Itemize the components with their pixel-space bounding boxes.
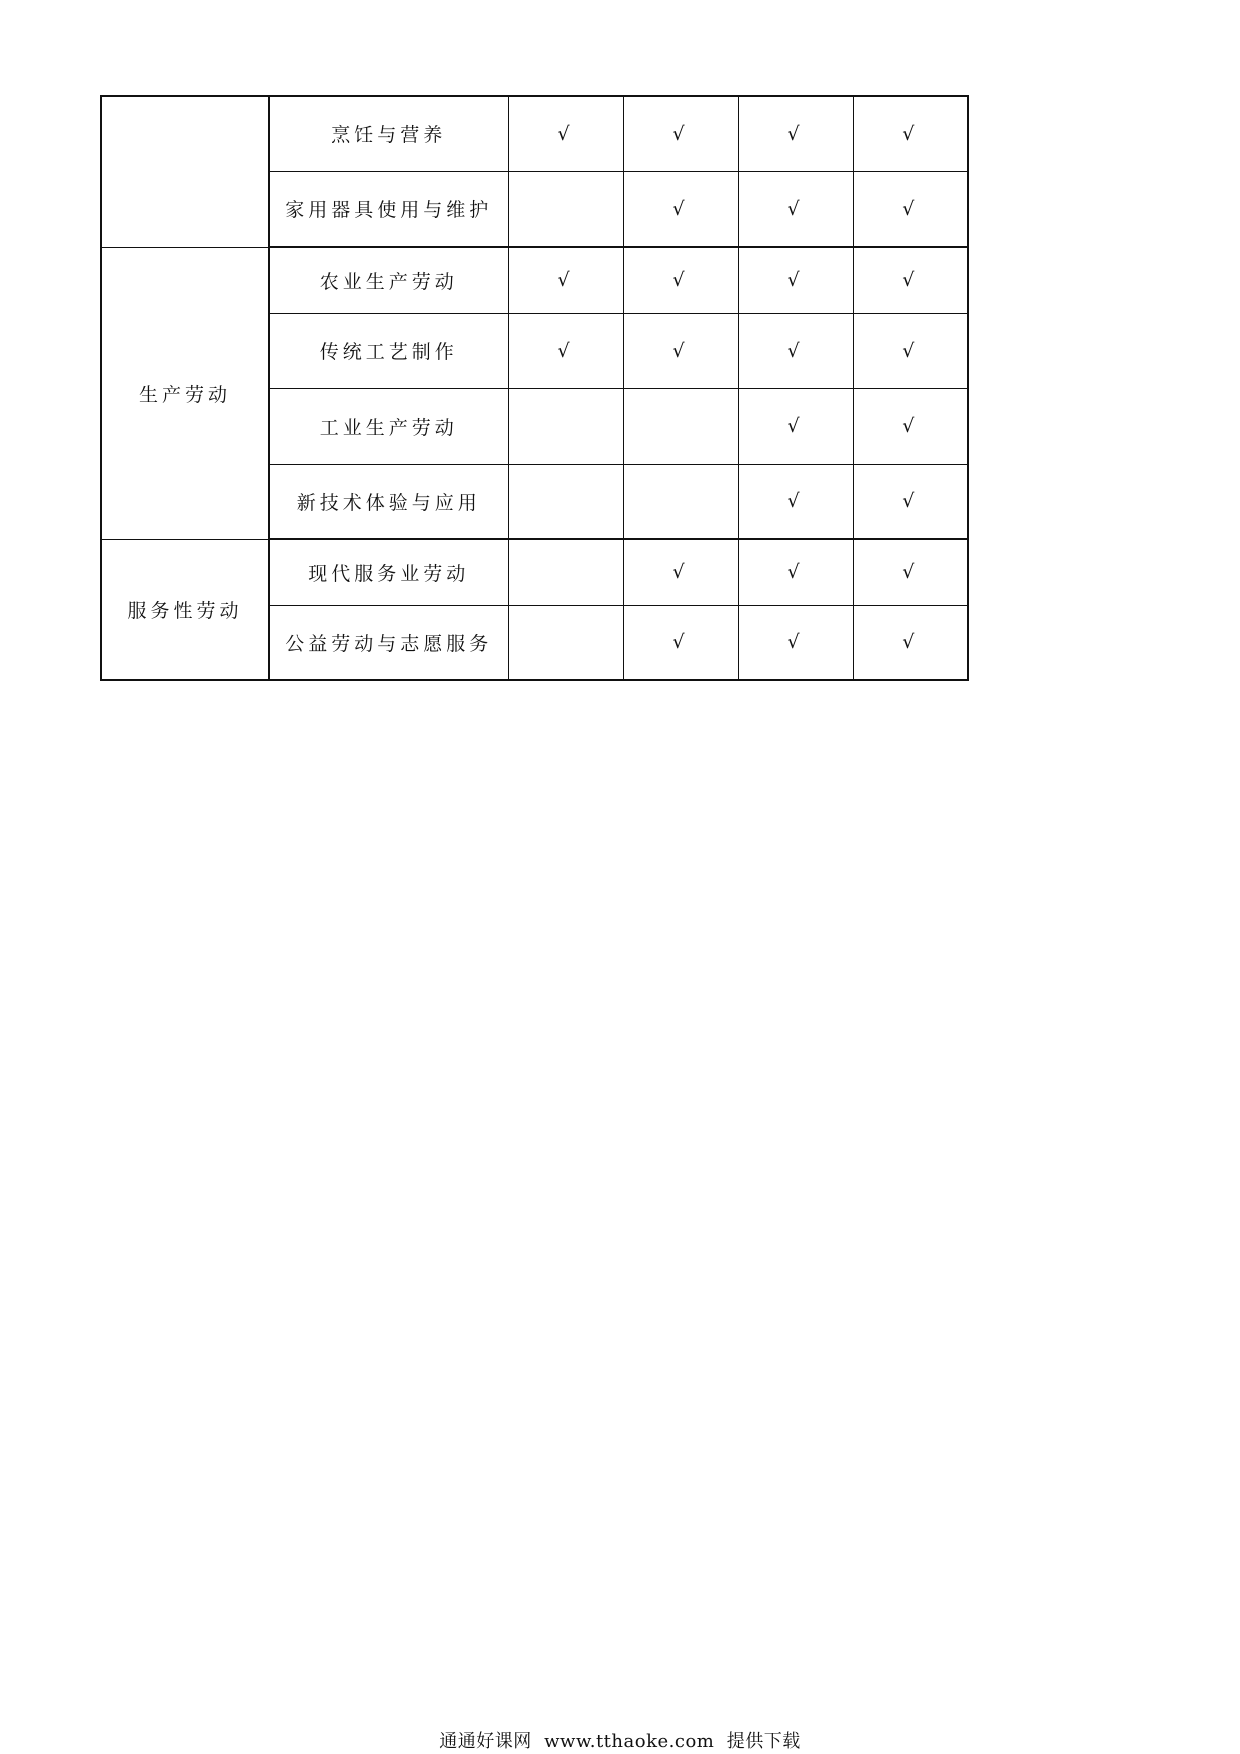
- check-cell: [623, 464, 738, 539]
- item-cell: 农业生产劳动: [269, 247, 508, 313]
- check-cell: √: [623, 171, 738, 247]
- table-row: [101, 539, 968, 605]
- item-cell: 新技术体验与应用: [269, 464, 508, 539]
- check-cell: [508, 388, 623, 464]
- page-footer: 通通好课网 www.tthaoke.com 提供下载: [439, 1731, 801, 1752]
- check-cell: [508, 464, 623, 539]
- table-row: [101, 96, 968, 171]
- labor-curriculum-table: [100, 95, 969, 681]
- check-cell: √: [738, 464, 853, 539]
- check-cell: √: [738, 313, 853, 388]
- check-cell: [508, 171, 623, 247]
- item-cell: 家用器具使用与维护: [269, 171, 508, 247]
- check-cell: √: [738, 388, 853, 464]
- category-cell: 生产劳动: [101, 247, 269, 539]
- check-cell: [623, 388, 738, 464]
- check-cell: √: [508, 96, 623, 171]
- table-body: [101, 96, 968, 680]
- check-cell: √: [853, 388, 968, 464]
- item-cell: 现代服务业劳动: [269, 539, 508, 605]
- check-cell: √: [508, 313, 623, 388]
- check-cell: √: [508, 247, 623, 313]
- check-cell: √: [738, 171, 853, 247]
- check-cell: √: [853, 171, 968, 247]
- check-cell: √: [853, 96, 968, 171]
- table-row: [101, 247, 968, 313]
- check-cell: [508, 605, 623, 680]
- check-cell: √: [623, 313, 738, 388]
- item-cell: 工业生产劳动: [269, 388, 508, 464]
- category-cell: [101, 96, 269, 247]
- check-cell: √: [623, 605, 738, 680]
- check-cell: √: [853, 605, 968, 680]
- category-cell: 服务性劳动: [101, 539, 269, 680]
- item-cell: 公益劳动与志愿服务: [269, 605, 508, 680]
- item-cell: 传统工艺制作: [269, 313, 508, 388]
- check-cell: √: [738, 539, 853, 605]
- check-cell: √: [853, 464, 968, 539]
- check-cell: √: [738, 605, 853, 680]
- check-cell: [508, 539, 623, 605]
- check-cell: √: [623, 247, 738, 313]
- check-cell: √: [738, 247, 853, 313]
- check-cell: √: [853, 539, 968, 605]
- check-cell: √: [623, 96, 738, 171]
- check-cell: √: [623, 539, 738, 605]
- check-cell: √: [738, 96, 853, 171]
- check-cell: √: [853, 247, 968, 313]
- check-cell: √: [853, 313, 968, 388]
- item-cell: 烹饪与营养: [269, 96, 508, 171]
